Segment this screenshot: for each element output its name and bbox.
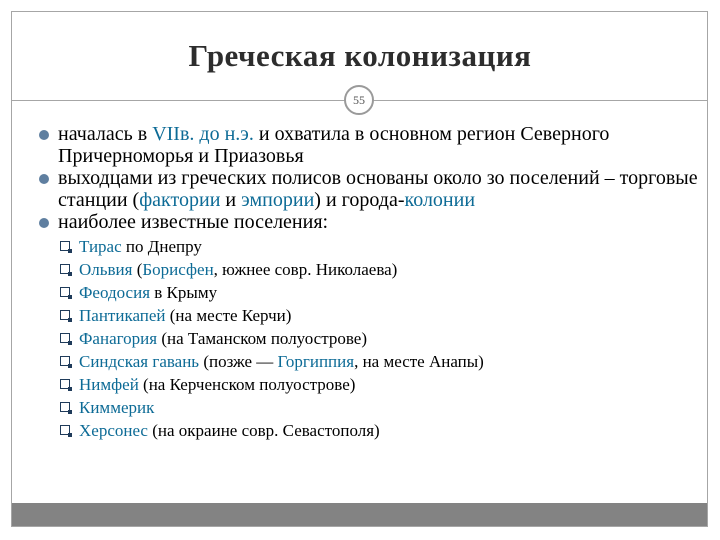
settlement-item [60,419,698,442]
text-segment: (на Таманском полуострове) [157,329,367,348]
checkbox-bullet-icon [60,333,70,343]
highlighted-term: эмпории [241,189,315,211]
highlighted-term: фактории [139,189,221,211]
bullet-dot-icon [39,130,49,140]
text-segment: выходцами из греческих полисов основаны около зо поселений – торговые станции ( [58,167,698,211]
checkbox-bullet-icon [60,425,70,435]
highlighted-term: Горгиппия [277,352,355,371]
settlement-list [60,235,698,442]
highlighted-term: Ольвия [79,260,133,279]
settlement-item [60,350,698,373]
bullet-item [38,123,698,167]
settlement-item [60,235,698,258]
checkbox-bullet-icon [60,241,70,251]
checkbox-bullet-icon [60,379,70,389]
settlement-item [60,396,698,419]
highlighted-term: Херсонес [79,421,148,440]
checkbox-bullet-icon [60,356,70,366]
highlighted-term: Феодосия [79,283,151,302]
footer-bar [12,503,707,526]
settlement-item [60,258,698,281]
bullet-dot-icon [39,218,49,228]
text-segment: ( [132,260,143,279]
slide-content [38,123,698,442]
checkbox-bullet-icon [60,310,70,320]
highlighted-term: Пантикапей [79,306,166,325]
text-segment: в Крыму [150,283,218,302]
highlighted-term: Фанагория [79,329,158,348]
checkbox-bullet-icon [60,287,70,297]
text-segment: началась в [58,123,153,145]
text-segment: наиболее известные поселения: [58,211,329,233]
text-segment: и [220,189,242,211]
highlighted-term: Синдская гавань [79,352,200,371]
text-segment: и охватила в основном регион Северного Причерноморья и Приазовья [58,123,610,167]
highlighted-term: Киммерик [79,398,155,417]
settlement-item [60,327,698,350]
bullet-dot-icon [39,174,49,184]
bullet-item [38,167,698,211]
slide-title: Греческая колонизация [188,38,532,73]
highlighted-term: VIIв. до н.э. [152,123,254,145]
bullet-item [38,211,698,233]
text-segment: , южнее совр. Николаева) [213,260,398,279]
settlement-item [60,281,698,304]
highlighted-term: колонии [404,189,476,211]
checkbox-bullet-icon [60,264,70,274]
text-segment: , на месте Анапы) [354,352,484,371]
highlighted-term: Нимфей [79,375,139,394]
settlement-item [60,373,698,396]
settlement-item [60,304,698,327]
text-segment: по Днепру [121,237,202,256]
highlighted-term: Борисфен [142,260,214,279]
text-segment: (на окраине совр. Севастополя) [147,421,380,440]
slide-number-badge: 55 [344,85,374,115]
text-segment: (позже — [199,352,278,371]
text-segment: ) и города- [314,189,405,211]
text-segment: (на месте Керчи) [165,306,292,325]
bullet-list [38,123,698,233]
text-segment: (на Керченском полуострове) [138,375,356,394]
checkbox-bullet-icon [60,402,70,412]
highlighted-term: Тирас [79,237,122,256]
